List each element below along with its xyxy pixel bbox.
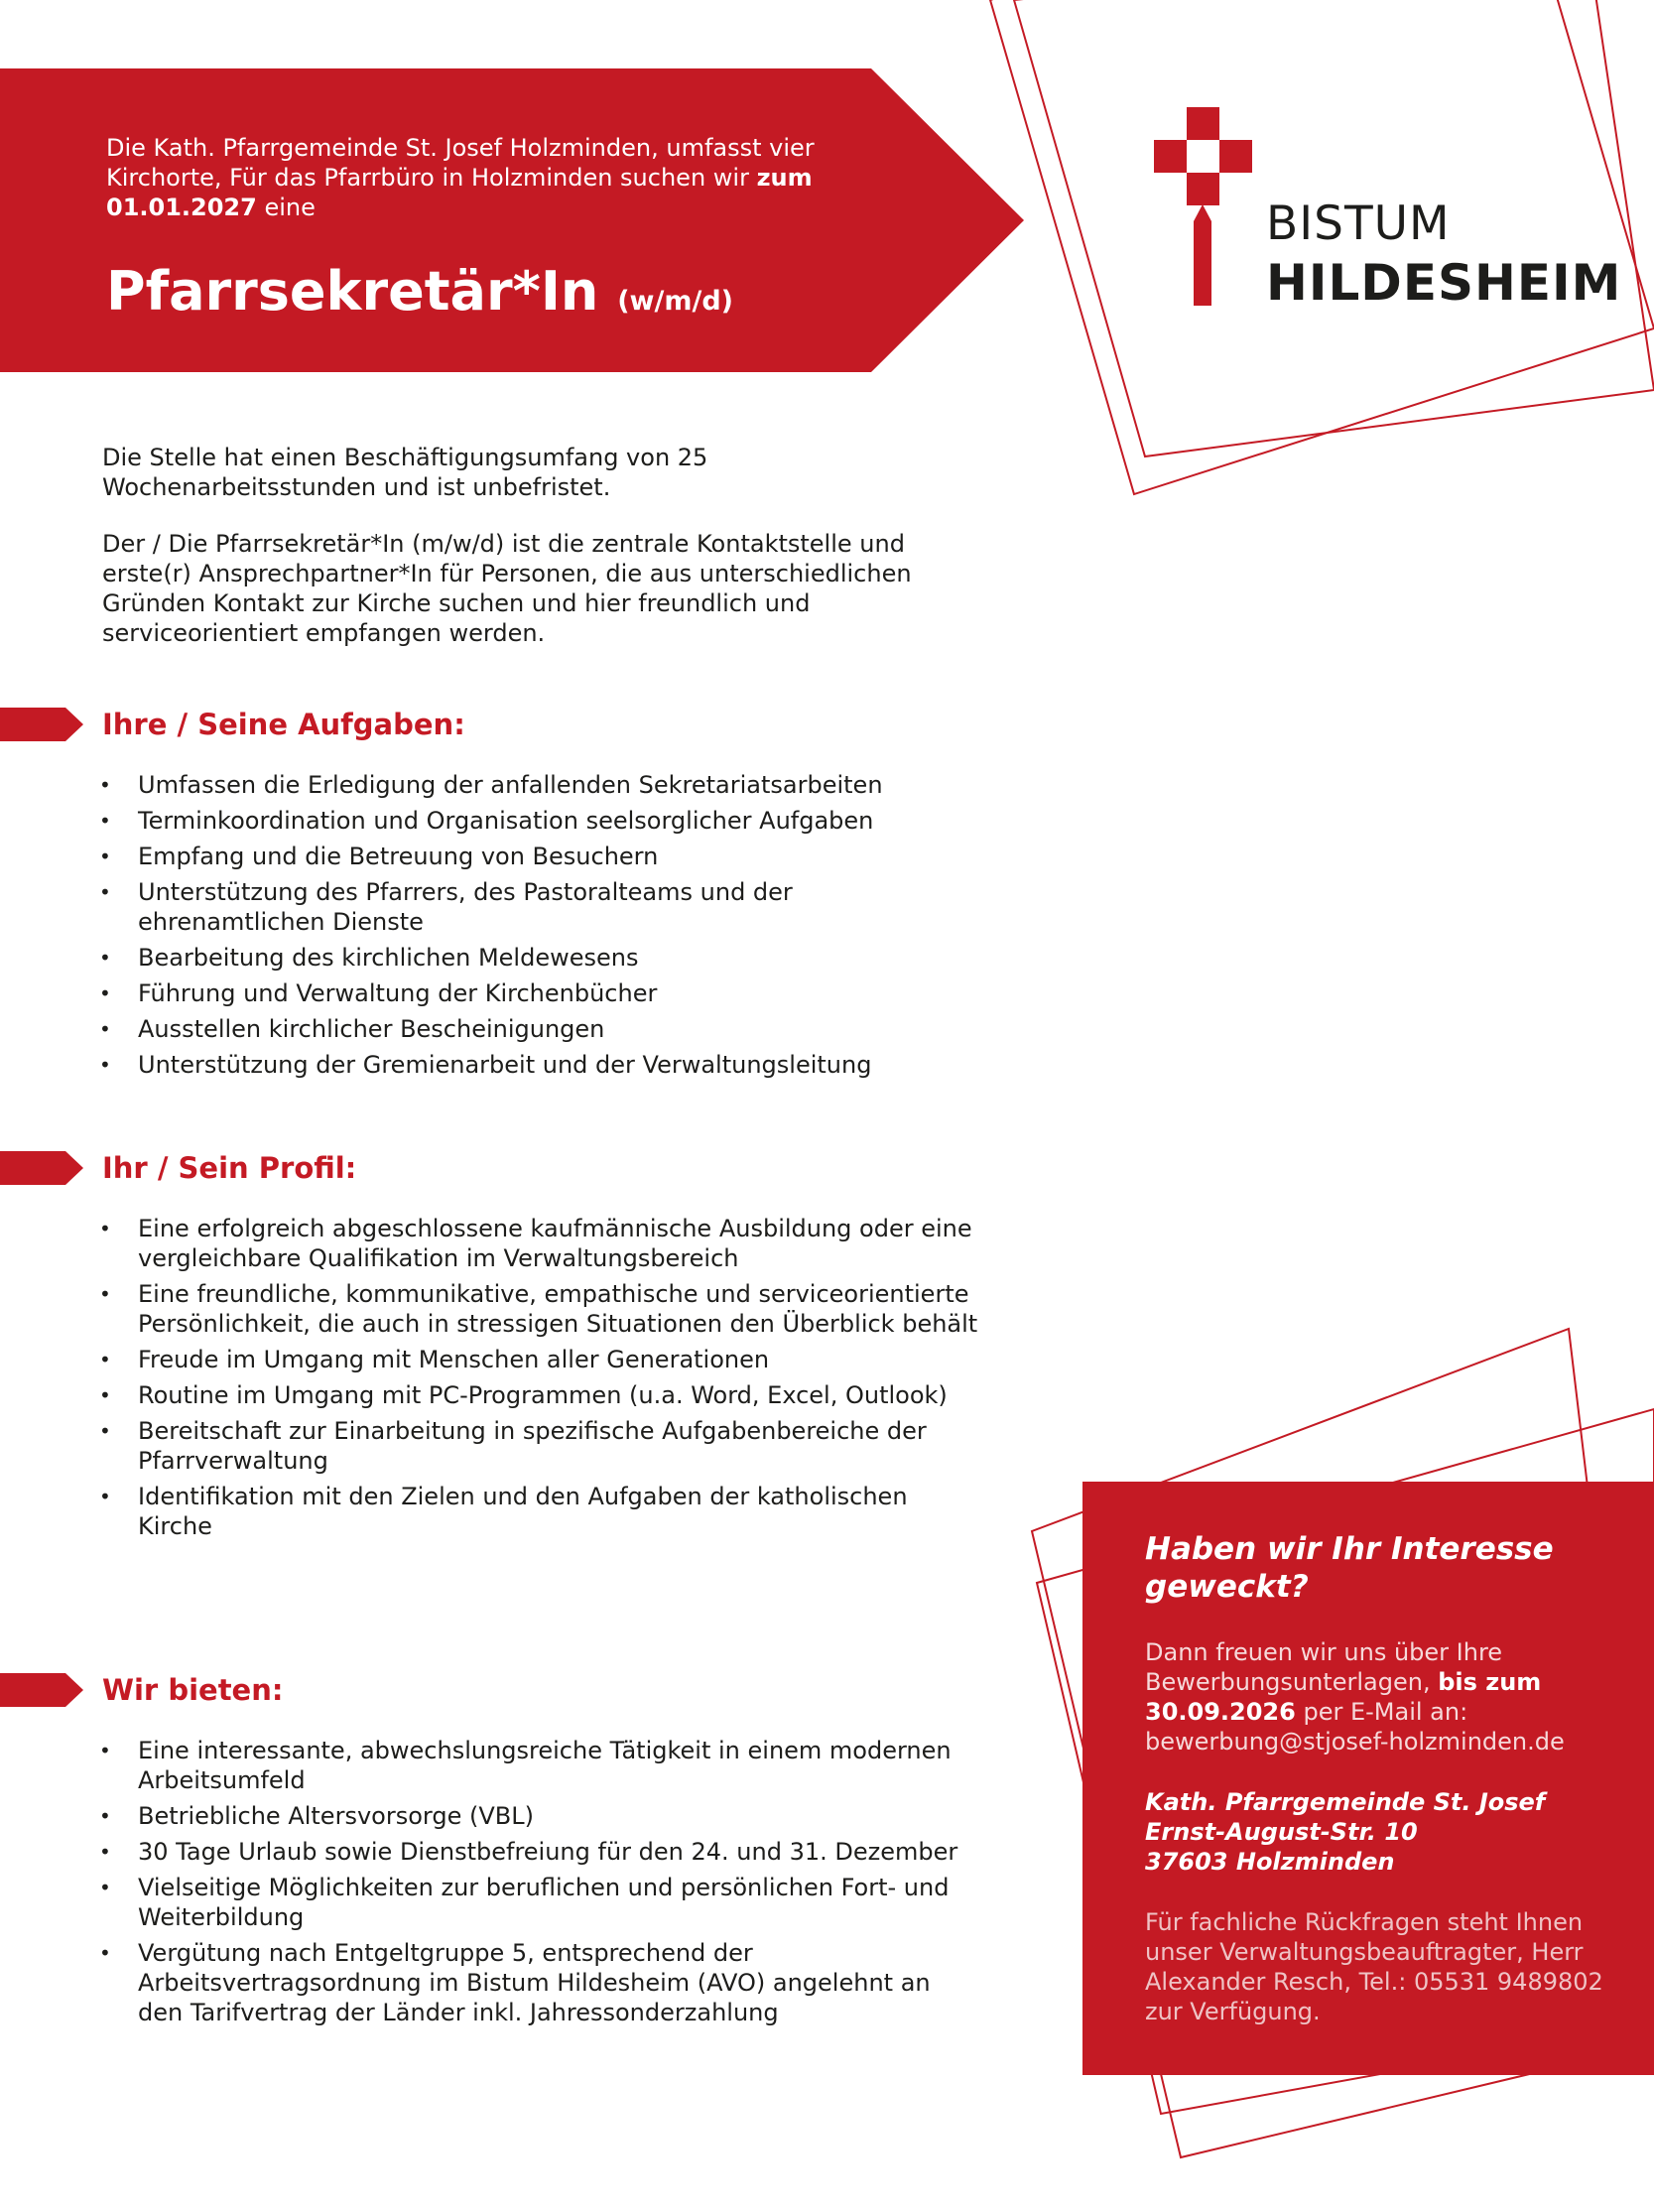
list-item: • Identifikation mit den Zielen und den Aufgaben der katholischen Kirche [99, 1482, 982, 1541]
list-item: • Bereitschaft zur Einarbeitung in spezifische Aufgabenbereiche der Pfarrverwaltung [99, 1416, 982, 1476]
address-line: Kath. Pfarrgemeinde St. Josef [1145, 1788, 1546, 1816]
cta-heading: Haben wir Ihr Interesse geweckt? [1145, 1531, 1554, 1605]
list-item: • Eine erfolgreich abgeschlossene kaufmännische Ausbildung oder eine vergleichbare Qualifikation im Verwaltungsbereich [99, 1214, 982, 1273]
list-item: • Eine freundliche, kommunikative, empathische und serviceorientierte Persönlichkeit, die auch in stressigen Situationen den Überblick behält [99, 1279, 982, 1339]
address-line: Ernst-August-Str. 10 [1145, 1818, 1418, 1846]
list-item: • Eine interessante, abwechslungsreiche Tätigkeit in einem modernen Arbeitsumfeld [99, 1736, 982, 1795]
list-item: • 30 Tage Urlaub sowie Dienstbefreiung für den 24. und 31. Dezember [99, 1837, 982, 1867]
list-item: • Unterstützung des Pfarrers, des Pastoralteams und der ehrenamtlichen Dienste [99, 877, 982, 937]
address-line: 37603 Holzminden [1145, 1848, 1395, 1876]
section-arrow-icon [0, 708, 83, 741]
section-arrow-icon [0, 1673, 83, 1707]
list-item: • Umfassen die Erledigung der anfallenden Sekretariatsarbeiten [99, 770, 982, 800]
parish-address [1145, 1787, 1641, 1877]
list-item: • Betriebliche Altersvorsorge (VBL) [99, 1801, 982, 1831]
list-item: • Vielseitige Möglichkeiten zur beruflichen und persönlichen Fort- und Weiterbildung [99, 1873, 982, 1932]
offer-heading: Wir bieten: [102, 1673, 284, 1707]
tasks-heading: Ihre / Seine Aufgaben: [102, 708, 465, 741]
list-item: • Freude im Umgang mit Menschen aller Generationen [99, 1345, 982, 1374]
bistum-cross-logo-icon [1154, 107, 1255, 306]
header-intro: Die Kath. Pfarrgemeinde St. Josef Holzminden, umfasst vier Kirchorte, Für das Pfarrbüro in Holzminden suchen wir zum 01.01.2027 eine [106, 134, 815, 221]
list-item: • Unterstützung der Gremienarbeit und der Verwaltungsleitung [99, 1050, 982, 1080]
list-item: • Führung und Verwaltung der Kirchenbücher [99, 978, 982, 1008]
list-item: • Routine im Umgang mit PC-Programmen (u.a. Word, Excel, Outlook) [99, 1380, 982, 1410]
list-item: • Bearbeitung des kirchlichen Meldewesens [99, 943, 982, 973]
offer-list [99, 1736, 982, 2033]
logo-line-hildesheim: HILDESHEIM [1266, 254, 1622, 312]
job-title-suffix: (w/m/d) [617, 286, 733, 317]
list-item: • Ausstellen kirchlicher Bescheinigungen [99, 1014, 982, 1044]
list-item: • Empfang und die Betreuung von Besuchern [99, 842, 982, 871]
cta-body: Dann freuen wir uns über Ihre Bewerbungsunterlagen, bis zum 30.09.2026 per E-Mail an: bewerbung@stjosef-holzminden.de [1145, 1638, 1565, 1756]
profile-list [99, 1214, 982, 1547]
employment-scope-paragraph: Die Stelle hat einen Beschäftigungsumfang von 25 Wochenarbeitsstunden und ist unbefristet. [102, 444, 708, 501]
job-title: Pfarrsekretär*In (w/m/d) [106, 260, 733, 323]
application-deadline: bis zum 30.09.2026 [1145, 1668, 1542, 1726]
section-arrow-icon [0, 1151, 83, 1185]
application-email-link[interactable]: bewerbung@stjosef-holzminden.de [1145, 1728, 1565, 1756]
list-item: • Vergütung nach Entgeltgruppe 5, entsprechend der Arbeitsvertragsordnung im Bistum Hildesheim (AVO) angelehnt an den Tarifvertrag der Länder inkl. Jahressonderzahlung [99, 1938, 982, 2027]
tasks-list [99, 770, 982, 1086]
role-description-paragraph: Der / Die Pfarrsekretär*In (m/w/d) ist die zentrale Kontaktstelle und erste(r) Ansprechpartner*In für Personen, die aus unterschiedlichen Gründen Kontakt zur Kirche suchen und hier freundlich und serviceorientiert empfangen werden. [102, 530, 912, 647]
list-item: • Terminkoordination und Organisation seelsorglicher Aufgaben [99, 806, 982, 836]
contact-footer: Für fachliche Rückfragen steht Ihnen unser Verwaltungsbeauftragter, Herr Alexander Resch, Tel.: 05531 9489802 zur Verfügung. [1145, 1908, 1603, 2025]
logo-line-bistum: BISTUM [1266, 196, 1451, 251]
profile-heading: Ihr / Sein Profil: [102, 1151, 357, 1185]
